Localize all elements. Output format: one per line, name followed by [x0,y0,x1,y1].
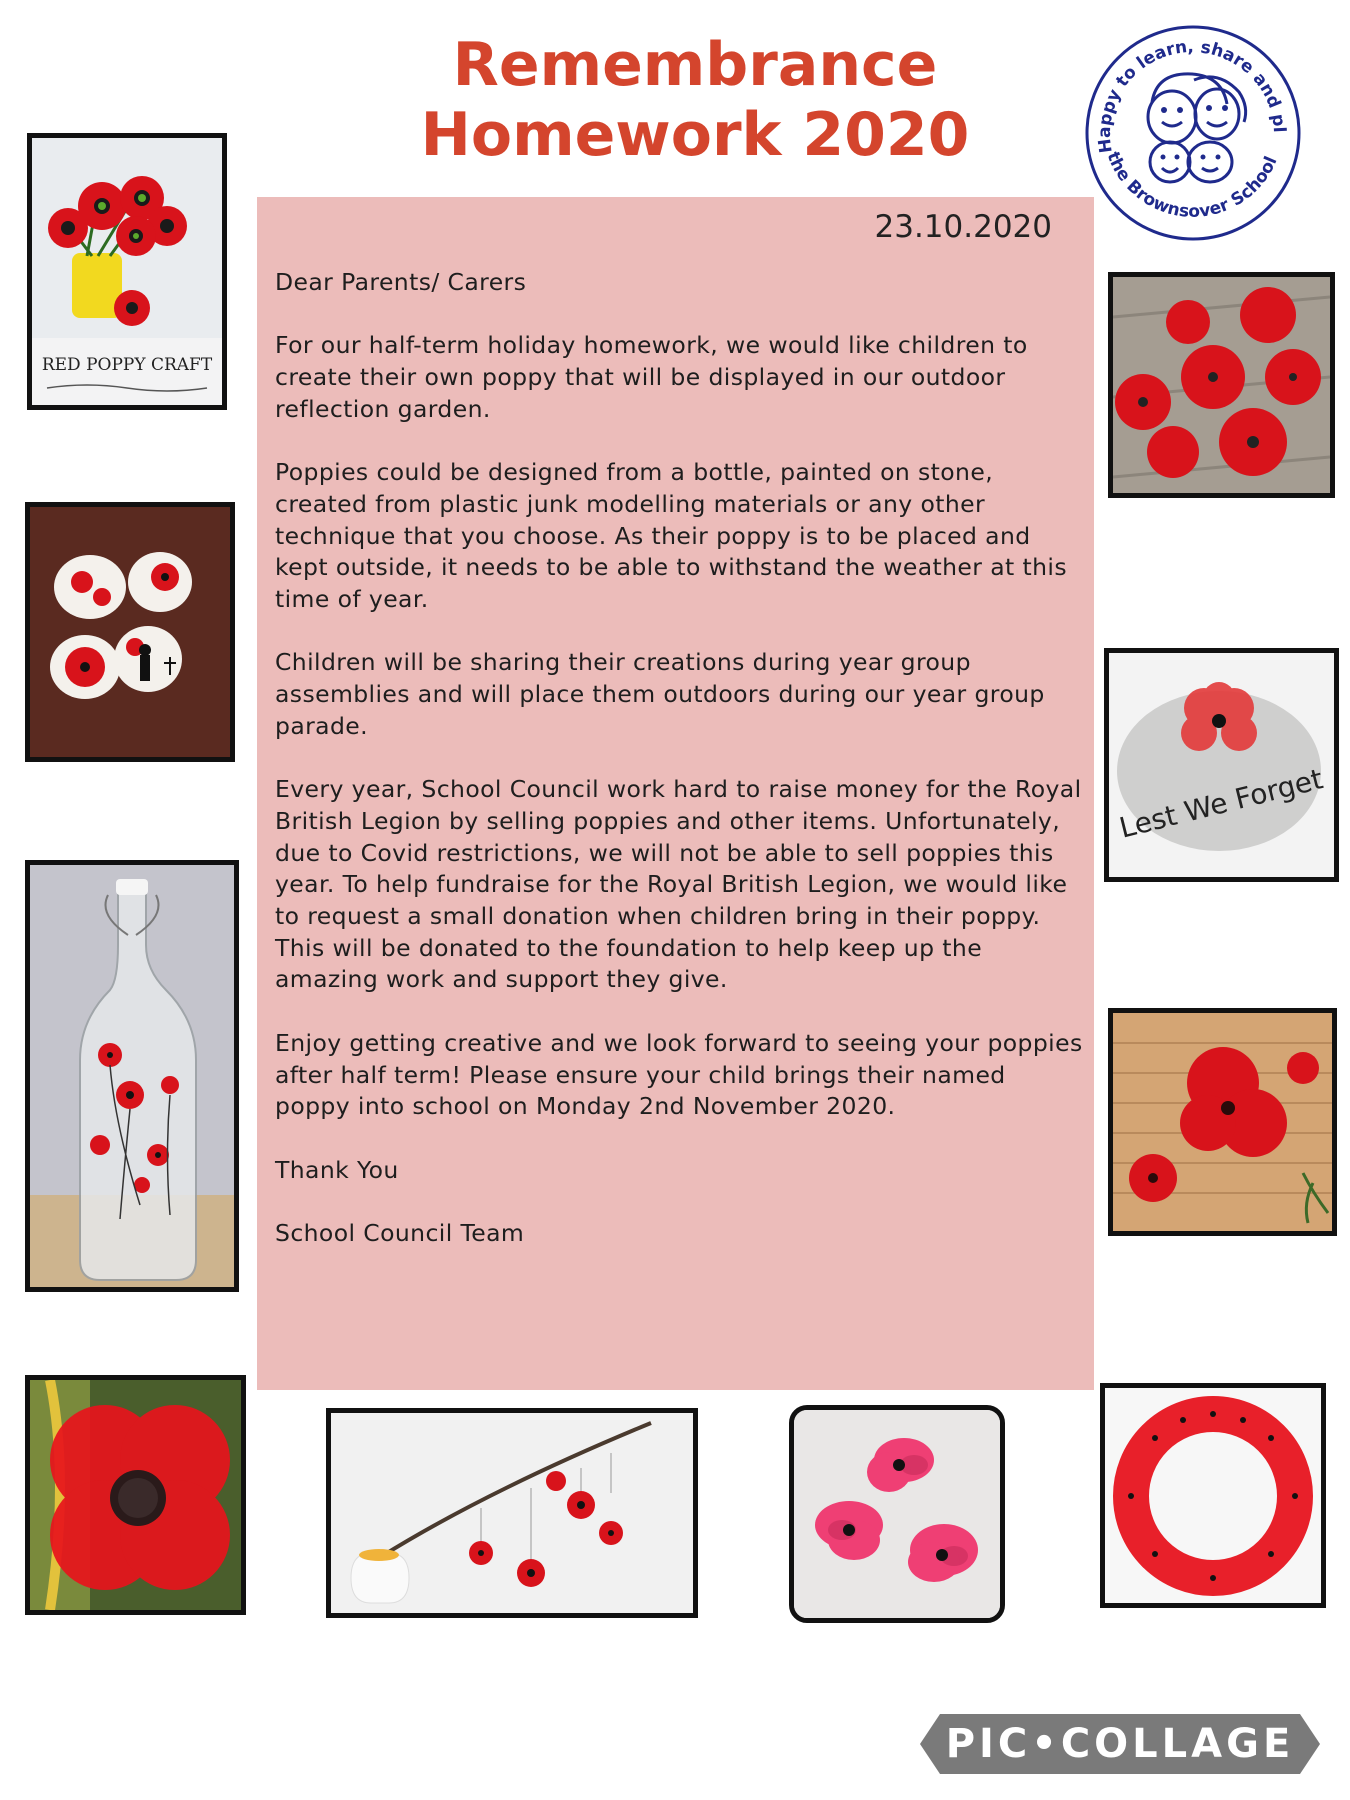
letter-closing: Thank You [275,1155,399,1184]
page-title [420,30,970,170]
photo-paper-ribbon-poppies [789,1405,1005,1623]
photo-plastic-bottle-poppy [25,1375,246,1615]
title-line-1: Remembrance [452,30,938,100]
letter-paragraph: Every year, School Council work hard to raise money for the Royal British Legion by selling poppies and other items. Unfortunately, due to Covid restrictions, we will not be able to sell poppies this year. To help fundraise for the Royal British Legion, we would like to request a small donation when children bring in their poppy. This will be donated to the foundation to help keep up the amazing work and support they give. [275,775,1082,994]
photo-painted-stones [25,502,235,762]
photo-red-poppies-on-wood [1108,272,1335,498]
photo-poppies-on-fence [1108,1008,1337,1236]
logo-motto-top: Happy to learn, share and pl [1094,37,1290,155]
school-logo [1082,22,1304,244]
letter-date: 23.10.2020 [874,209,1052,245]
photo-lest-we-forget-stone [1104,648,1339,882]
letter-paragraph: Enjoy getting creative and we look forward to seeing your poppies after half term! Please ensure your child brings their named poppy into school on Monday 2nd November 2020. [275,1028,1083,1121]
letter-panel [257,197,1094,1390]
red-poppy-craft-caption: RED POPPY CRAFT [41,355,213,375]
photo-poppy-wreath [1100,1383,1326,1608]
title-line-2: Homework 2020 [420,100,970,170]
letter-signature: School Council Team [275,1218,525,1247]
letter-paragraph: Children will be sharing their creations during year group assemblies and will place them outdoors during our year group parade. [275,648,1045,740]
stone-text: Lest We Forget [1116,762,1327,845]
letter-body [275,267,1085,1281]
photo-hanging-poppies-branch [326,1408,698,1618]
letter-paragraph: For our half-term holiday homework, we would like children to create their own poppy that will be displayed in our outdoor reflection garden. [275,331,1028,423]
letter-paragraph: Poppies could be designed from a bottle, painted on stone, created from plastic junk modelling materials or any other technique that you choose. As their poppy is to be placed and kept outside, it needs to be able to withstand the weather at this time of year. [275,458,1067,613]
pic-collage-watermark [920,1714,1320,1774]
letter-greeting: Dear Parents/ Carers [275,268,527,296]
logo-motto-bottom: the Brownsover School [1102,149,1282,222]
photo-painted-bottle [25,860,239,1292]
photo-red-poppy-craft [27,133,227,410]
watermark-text: PIC•COLLAGE [945,1721,1295,1767]
